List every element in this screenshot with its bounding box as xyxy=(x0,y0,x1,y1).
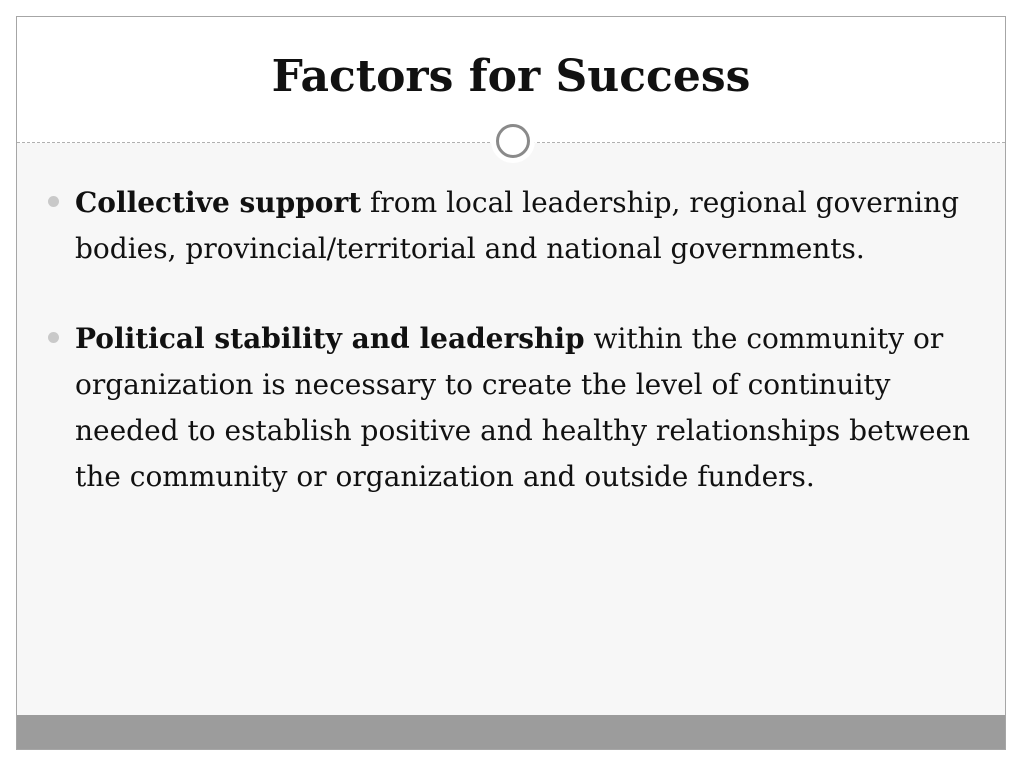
bullet-dot-icon xyxy=(48,332,59,343)
bullet-item-political-stability xyxy=(75,316,981,500)
bullet-list xyxy=(17,180,1005,544)
bullet-dot-icon xyxy=(48,196,59,207)
bullet-body-text: from local leadership, regional governing bodies, provincial/territorial and national governments. xyxy=(75,186,960,265)
bullet-body-text: within the community or organization is necessary to create the level of continuity needed to establish positive and healthy relationships between the community or organization and outside funders. xyxy=(75,322,971,493)
footer-bar xyxy=(17,715,1005,749)
bullet-bold-text: Collective support xyxy=(75,186,362,219)
bullet-item-collective-support xyxy=(75,180,981,272)
slide-title: Factors for Success xyxy=(271,51,751,102)
slide xyxy=(16,16,1006,750)
bullet-bold-text: Political stability and leadership xyxy=(75,322,585,355)
circle-ornament-icon xyxy=(491,119,535,163)
